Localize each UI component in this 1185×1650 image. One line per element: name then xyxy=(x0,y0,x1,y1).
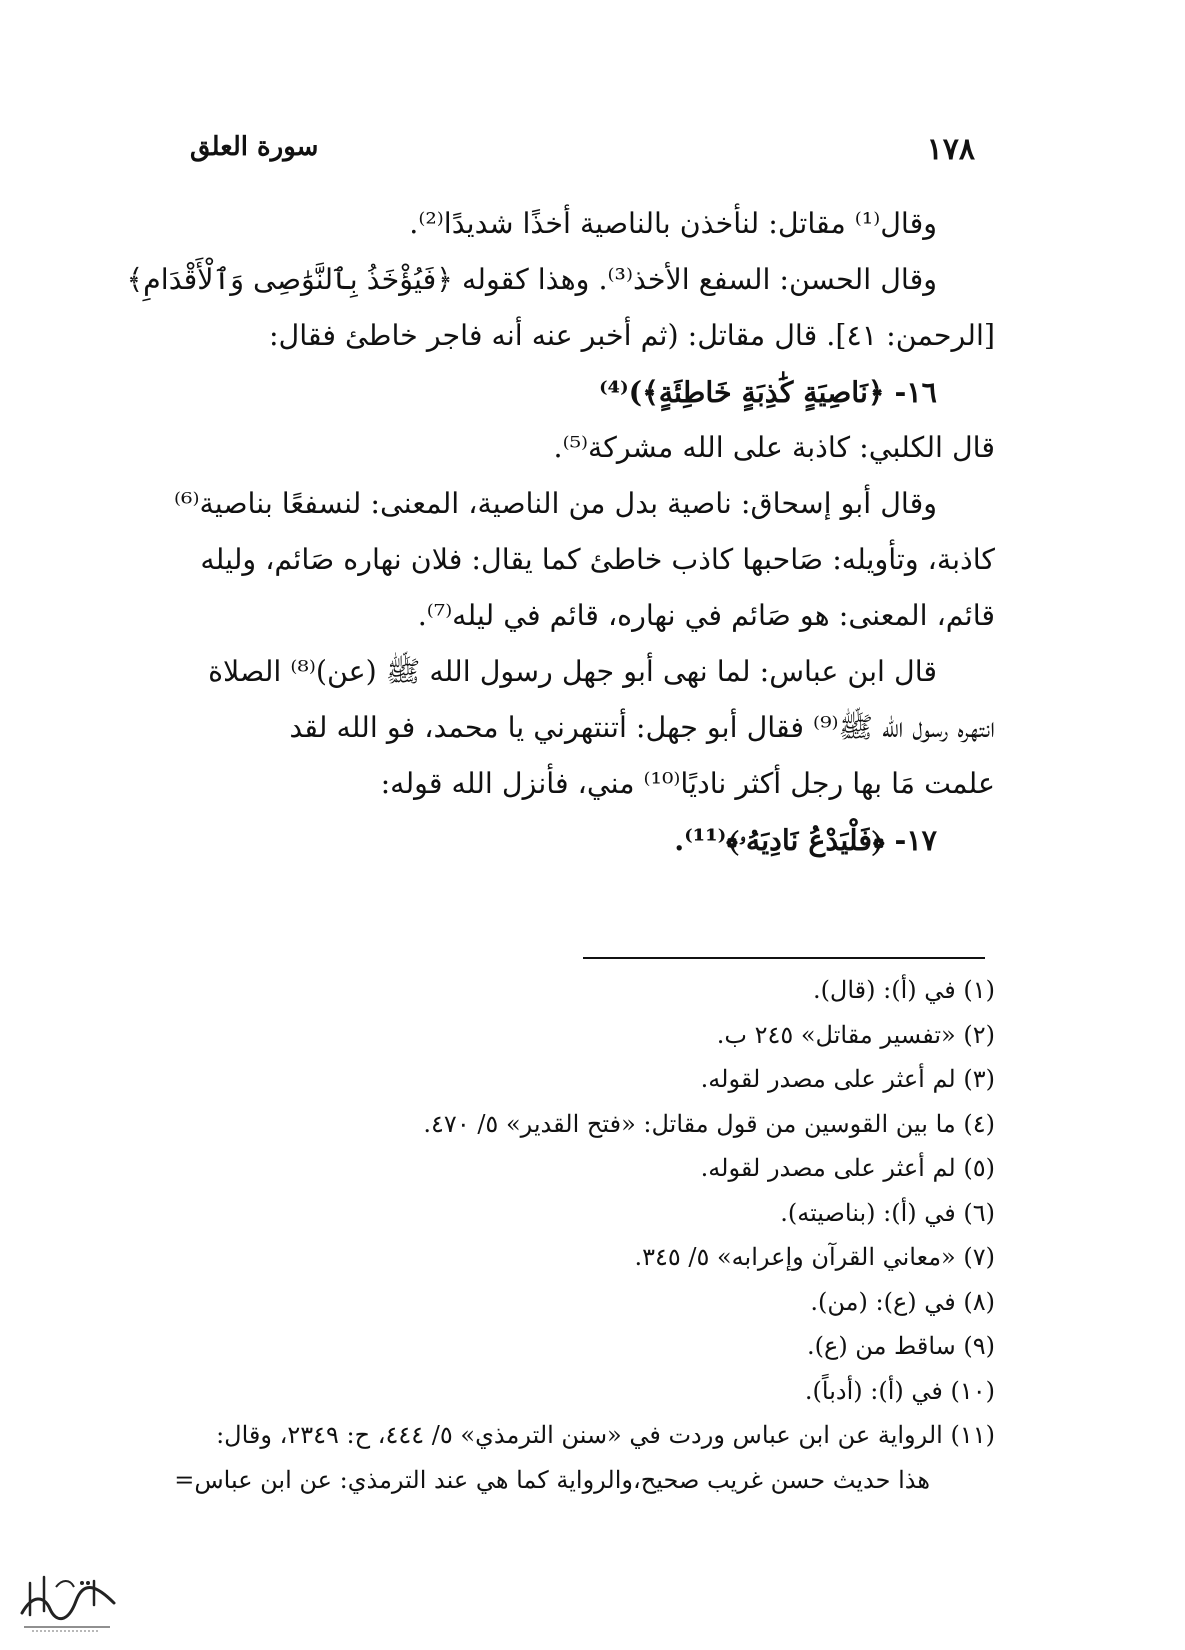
surah-title: سورة العلق xyxy=(190,132,319,162)
text-line: علمت مَا بها رجل أكثر ناديًا⁽¹⁰⁾ مني، فأنزل الله قوله: xyxy=(380,767,995,800)
text-line: [الرحمن: ٤١]. قال مقاتل: (ثم أخبر عنه أنه فاجر خاطئ فقال: xyxy=(268,319,995,352)
footnote-divider xyxy=(583,957,985,959)
footnote: (٢) «تفسير مقاتل» ٢٤٥ ب. xyxy=(716,1020,995,1049)
main-text xyxy=(126,196,995,868)
text-line: وقال أبو إسحاق: ناصية بدل من الناصية، المعنى: لنسفعًا بناصية⁽⁶⁾ xyxy=(174,487,937,520)
footnote: (٤) ما بين القوسين من قول مقاتل: «فتح القدير» ٥/ ٤٧٠. xyxy=(423,1109,995,1138)
text-line: وقال الحسن: السفع الأخذ⁽³⁾. وهذا كقوله ﴿فَيُؤْخَذُ بِٱلنَّوَٰصِى وَٱلْأَقْدَامِ﴾ xyxy=(126,263,937,296)
footnote: (٣) لم أعثر على مصدر لقوله. xyxy=(700,1065,995,1093)
text-line: وقال⁽¹⁾ مقاتل: لنأخذن بالناصية أخذًا شديدًا⁽²⁾. xyxy=(409,207,937,240)
text-line: قائم، المعنى: هو صَائم في نهاره، قائم في ليله⁽⁷⁾. xyxy=(417,599,995,632)
footnote: (٥) لم أعثر على مصدر لقوله. xyxy=(700,1154,995,1182)
footnotes xyxy=(140,968,995,1502)
footnote: (٧) «معاني القرآن وإعرابه» ٥/ ٣٤٥. xyxy=(634,1243,995,1271)
verse-line: ١٦- ﴿نَاصِيَةٍ كَٰذِبَةٍ خَاطِئَةٍ﴾)⁽⁴⁾ xyxy=(599,375,937,409)
verse-line: ١٧- ﴿فَلْيَدْعُ نَادِيَهُۥ﴾⁽¹¹⁾. xyxy=(674,823,937,857)
text-line: كاذبة، وتأويله: صَاحبها كاذب خاطئ كما يقال: فلان نهاره صَائم، وليله xyxy=(200,543,995,576)
footnote: (٦) في (أ): (بناصيته). xyxy=(780,1198,995,1227)
page-number: ١٧٨ xyxy=(926,132,975,167)
text-line: انتهره رسول الله ﷺ⁽⁹⁾ فقال أبو جهل: أتنتهرني يا محمد، فو الله لقد xyxy=(289,711,995,744)
text-line: قال ابن عباس: لما نهى أبو جهل رسول الله ﷺ (عن)⁽⁸⁾ الصلاة xyxy=(208,655,937,688)
footnote-continuation: هذا حديث حسن غريب صحيح،والرواية كما هي عند الترمذي: عن ابن عباس= xyxy=(174,1465,930,1494)
footnote: (١) في (أ): (قال). xyxy=(812,976,995,1004)
library-stamp-icon xyxy=(10,1565,130,1637)
text-line: قال الكلبي: كاذبة على الله مشركة⁽⁵⁾. xyxy=(553,431,995,464)
footnote: (١٠) في (أ): (أدباً). xyxy=(804,1376,995,1405)
footnote: (٩) ساقط من (ع). xyxy=(807,1332,995,1360)
page-header xyxy=(190,132,975,172)
footnote: (٨) في (ع): (من). xyxy=(810,1287,995,1316)
footnote: (١١) الرواية عن ابن عباس وردت في «سنن الترمذي» ٥/ ٤٤٤، ح: ٢٣٤٩، وقال: xyxy=(216,1421,995,1449)
